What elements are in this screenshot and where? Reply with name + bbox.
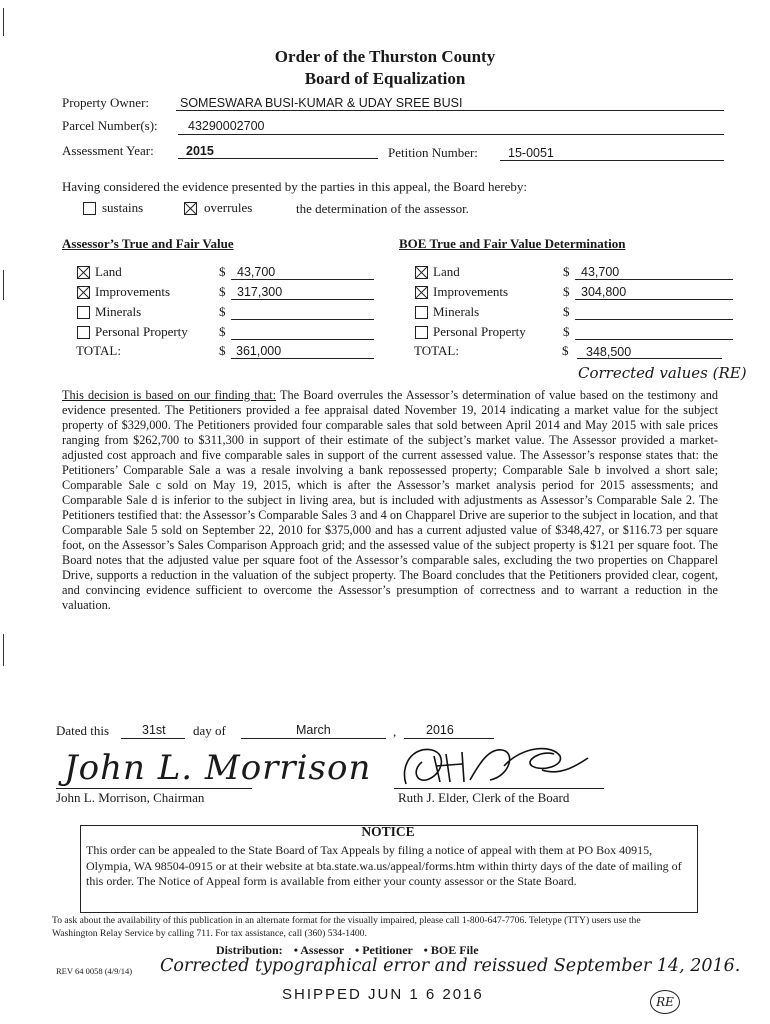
- petition-line: [500, 160, 724, 161]
- boe-total-currency: $: [562, 343, 569, 358]
- reissue-handwritten-note: Corrected typographical error and reissued September 14, 2016.: [160, 956, 741, 976]
- notice-text: This order can be appealed to the State Board of Tax Appeals by filing a notice of appeal with them at PO Box 40915, Olympia, WA 98504-0915 or at their website at bta.state.wa.us/appeal/forms.htm within thirty days of the date of mailing of this order. The Notice of Appeal form is available from either your county assessor or the State Board.: [86, 843, 682, 888]
- boe-label-personal-property: Personal Property: [433, 324, 526, 339]
- boe-checkbox-improvements[interactable]: [415, 286, 428, 299]
- assessor-value-line-1: [231, 299, 374, 300]
- assessor-checkbox-improvements[interactable]: [77, 286, 90, 299]
- assessor-value-improvements: 317,300: [237, 285, 283, 299]
- assessor-label-improvements: Improvements: [95, 284, 171, 299]
- sustains-checkbox[interactable]: [83, 202, 96, 215]
- dated-prefix: Dated this: [56, 723, 110, 738]
- assessor-total-line: [231, 358, 374, 359]
- assessor-label-minerals: Minerals: [95, 304, 142, 319]
- assessor-total-value: 361,000: [236, 344, 282, 358]
- year-line: [178, 158, 378, 159]
- assessor-heading: Assessor’s True and Fair Value: [62, 236, 234, 251]
- form-number: REV 64 0058 (4/9/14): [56, 966, 133, 976]
- boe-total-label: TOTAL:: [414, 343, 459, 358]
- assessor-value-line-2: [231, 319, 374, 320]
- determination-suffix: the determination of the assessor.: [296, 201, 469, 216]
- boe-heading: BOE True and Fair Value Determination: [399, 236, 626, 251]
- dated-month-line: [241, 738, 386, 739]
- petition-value: 15-0051: [508, 146, 554, 160]
- determination-intro: Having considered the evidence presented by the parties in this appeal, the Board hereby:: [62, 179, 527, 194]
- assessor-value-line-0: [231, 279, 374, 280]
- assessor-currency-0: $: [219, 264, 226, 279]
- owner-line: [176, 110, 724, 111]
- assessor-checkbox-land[interactable]: [77, 266, 90, 279]
- shipped-stamp: SHIPPED JUN 1 6 2016: [282, 986, 484, 1003]
- boe-value-land: 43,700: [581, 265, 620, 279]
- chair-signature-line: [56, 788, 252, 789]
- assessor-currency-1: $: [219, 284, 226, 299]
- boe-currency-3: $: [563, 324, 570, 339]
- distribution-label: Distribution:: [216, 943, 283, 957]
- assessor-value-line-3: [231, 339, 374, 340]
- chair-signature: John L. Morrison: [64, 748, 372, 788]
- assessor-checkbox-minerals[interactable]: [77, 306, 90, 319]
- dated-day-line: [121, 738, 185, 739]
- distribution-assessor: • Assessor: [293, 943, 345, 957]
- clerk-signature: [392, 736, 592, 792]
- clerk-signature-line: [394, 788, 604, 789]
- boe-value-line-1: [575, 299, 733, 300]
- year-value: 2015: [186, 144, 214, 158]
- boe-total-value: 348,500: [586, 345, 632, 359]
- sustains-label: sustains: [102, 200, 144, 215]
- owner-label: Property Owner:: [62, 95, 150, 110]
- form-title-line1: Order of the Thurston County: [274, 47, 496, 66]
- dated-day-of: day of: [193, 723, 226, 738]
- assessor-value-land: 43,700: [237, 265, 276, 279]
- assessor-label-land: Land: [95, 264, 122, 279]
- dated-month: March: [296, 723, 331, 737]
- decision-paragraph: [62, 388, 718, 613]
- scan-mark-top: [3, 8, 4, 36]
- distribution-petitioner: • Petitioner: [355, 943, 413, 957]
- dated-day: 31st: [142, 723, 166, 737]
- decision-text: The Board overrules the Assessor’s determination of value based on the testimony and evidence presented. The Petitioners provided a fee appraisal dated November 19, 2014 indicating a market value for the subject property of $329,000. The Petitioners provided four comparable sales that sold between April 2014 and May 2015 with sale prices ranging from $262,700 to $311,300 in support of their estimate of the subject’s market value. The Assessor provided a market-adjusted cost approach and five comparable sales in support of the current assessed value. The Assessor’s response states that: the Petitioners’ Comparable Sale a was a resale involving a bank repossessed property; Comparable Sale b involved a short sale; Comparable Sale c sold on May 19, 2015, which is after the Assessor’s market analysis period for 2015 assessments; and Comparable Sale d is inferior to the subject in living area, but is included with adjustments as Assessor’s Comparable Sale 2. The Petitioners testified that: the Assessor’s Comparable Sales 3 and 4 on Chapparel Drive are superior to the subject in location, and that Comparable Sale 5 sold on September 22, 2010 for $375,000 and has a current adjusted value of $348,427, or $116.73 per square foot, on the Assessor’s Sales Comparison Approach grid; and the assessed value of the subject property is $121 per square foot. The Board notes that the adjusted value per square foot of the Assessor’s comparable sales, excluding the two properties on Chapparel Drive, supports a reduction in the valuation of the subject property. The Board concludes that the Petitioners provided clear, cogent, and convincing evidence sufficient to overcome the Assessor’s presumption of correctness and to warrant a reduction in the valuation.: [62, 388, 718, 612]
- boe-checkbox-minerals[interactable]: [415, 306, 428, 319]
- assessor-label-personal-property: Personal Property: [95, 324, 188, 339]
- year-label: Assessment Year:: [62, 143, 154, 158]
- boe-currency-1: $: [563, 284, 570, 299]
- overrules-checkbox[interactable]: [184, 202, 197, 215]
- overrules-label: overrules: [204, 200, 253, 215]
- dated-year: 2016: [426, 723, 454, 737]
- assessor-checkbox-personal-property[interactable]: [77, 326, 90, 339]
- boe-currency-0: $: [563, 264, 570, 279]
- reviewer-initials: RE: [650, 990, 680, 1014]
- accessibility-notice: To ask about the availability of this publication in an alternate format for the visually impaired, please call 1-800-647-7706. Teletype (TTY) users use the Washington Relay Service by calling 711. For tax assistance, call (360) 534-1400.: [52, 915, 641, 939]
- distribution-boe-file: • BOE File: [423, 943, 479, 957]
- assessor-total-label: TOTAL:: [76, 343, 121, 358]
- owner-value: SOMESWARA BUSI-KUMAR & UDAY SREE BUSI: [180, 96, 463, 110]
- boe-checkbox-land[interactable]: [415, 266, 428, 279]
- parcel-value: 43290002700: [188, 119, 265, 133]
- boe-value-line-2: [575, 319, 733, 320]
- boe-value-improvements: 304,800: [581, 285, 627, 299]
- boe-value-line-0: [575, 279, 733, 280]
- petition-label: Petition Number:: [388, 145, 478, 160]
- boe-currency-2: $: [563, 304, 570, 319]
- scan-mark-bottom: [3, 634, 4, 666]
- boe-label-land: Land: [433, 264, 460, 279]
- decision-lead: This decision is based on our finding that:: [62, 388, 277, 402]
- boe-checkbox-personal-property[interactable]: [415, 326, 428, 339]
- corrected-values-note: Corrected values (RE): [578, 364, 747, 382]
- assessor-currency-2: $: [219, 304, 226, 319]
- clerk-name: Ruth J. Elder, Clerk of the Board: [398, 790, 570, 805]
- form-title-line2: Board of Equalization: [304, 69, 466, 88]
- chair-name: John L. Morrison, Chairman: [56, 790, 205, 805]
- boe-label-minerals: Minerals: [433, 304, 480, 319]
- notice-title: NOTICE: [361, 824, 415, 839]
- scan-mark-middle: [3, 270, 4, 300]
- assessor-total-currency: $: [219, 343, 226, 358]
- boe-value-line-3: [575, 339, 733, 340]
- dated-comma: ,: [393, 724, 397, 739]
- parcel-label: Parcel Number(s):: [62, 118, 158, 133]
- boe-label-improvements: Improvements: [433, 284, 509, 299]
- assessor-currency-3: $: [219, 324, 226, 339]
- parcel-line: [178, 134, 724, 135]
